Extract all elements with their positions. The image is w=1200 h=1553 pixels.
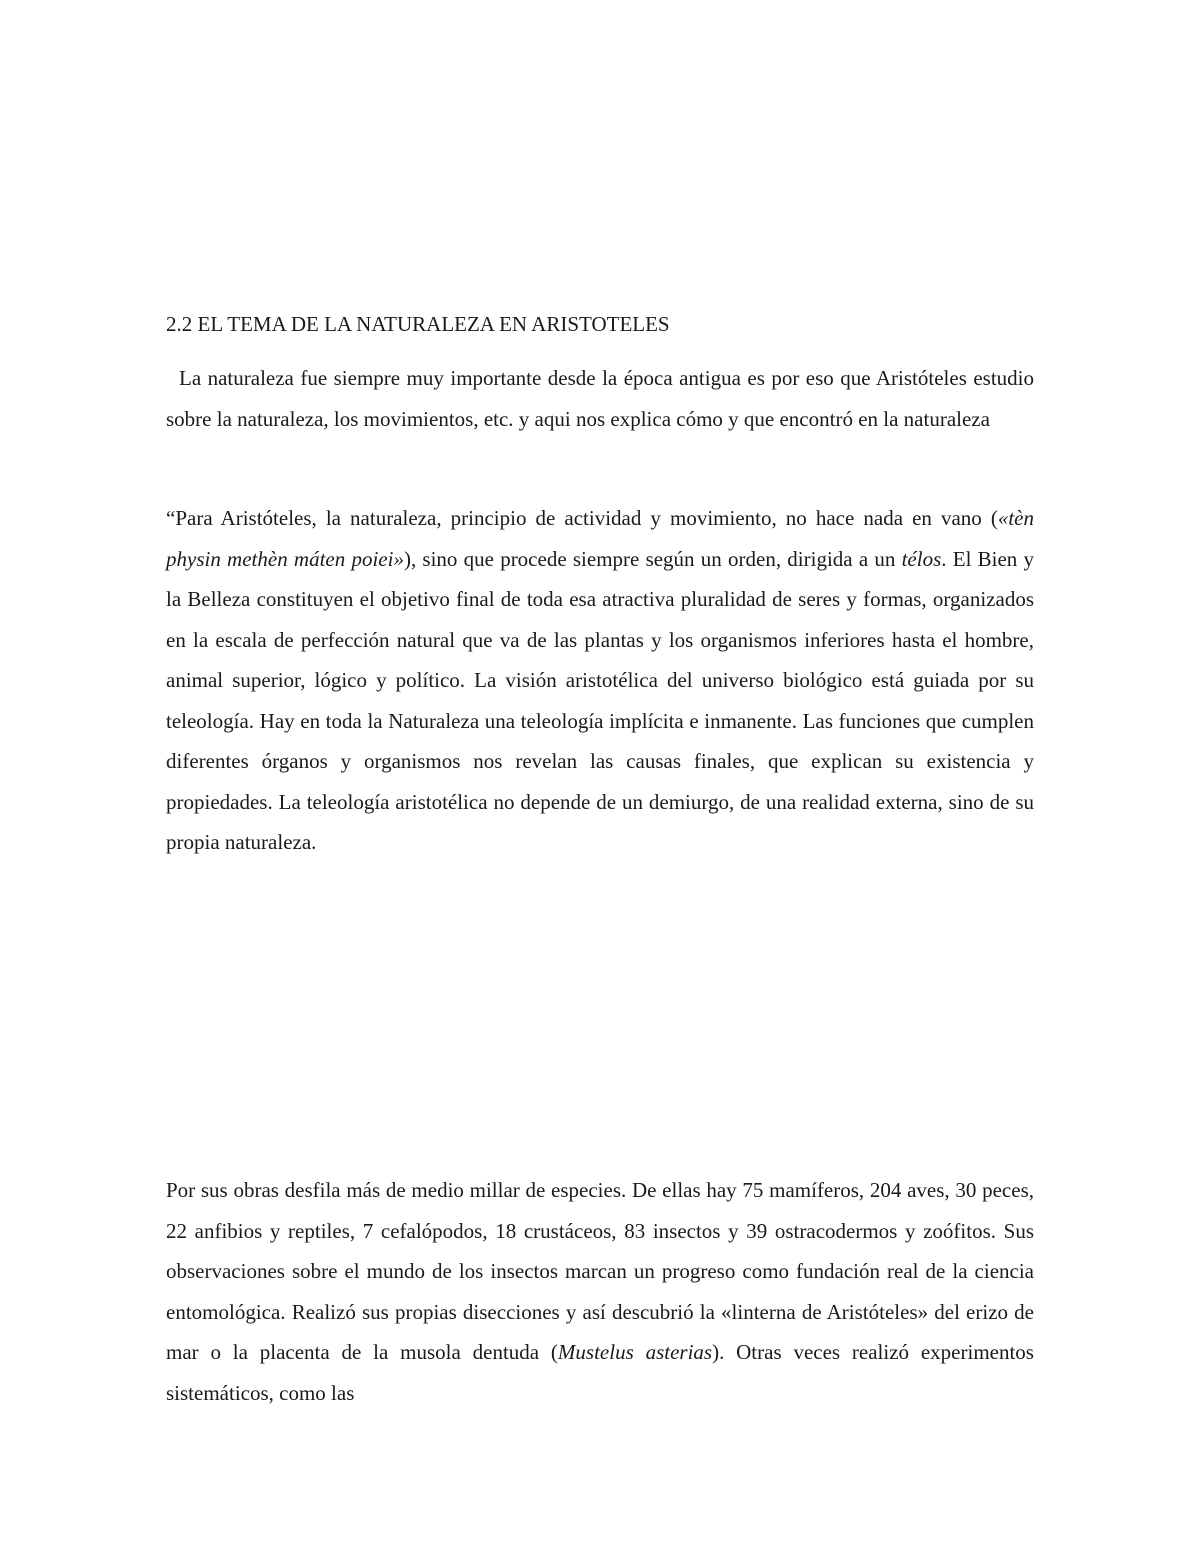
- quote-greek-phrase: «tèn physin methèn máten poiei»: [166, 506, 1034, 571]
- quote-text-part1: “Para Aristóteles, la naturaleza, principio de actividad y movimiento, no hace nada en vano (: [166, 506, 998, 530]
- quote-text-part3: . El Bien y la Belleza constituyen el objetivo final de toda esa atractiva pluralidad de seres y formas, organizados en la escala de perfección natural que va de las plantas y los organismos inferiores hasta el hombre, animal superior, lógico y político. La visión aristotélica del universo biológico está guiada por su teleología. Hay en toda la Naturaleza una teleología implícita e inmanente. Las funciones que cumplen diferentes órganos y organismos nos revelan las causas finales, que explican su existencia y propiedades. La teleología aristotélica no depende de un demiurgo, de una realidad externa, sino de su propia naturaleza.: [166, 546, 1035, 854]
- section-heading: 2.2 EL TEMA DE LA NATURALEZA EN ARISTOTELES: [166, 312, 670, 336]
- species-text-part2: ). Otras veces realizó experimentos sistemáticos, como las: [166, 1340, 1034, 1405]
- species-paragraph: [166, 1170, 1034, 1413]
- quote-text-part2: ), sino que procede siempre según un orden, dirigida a un: [403, 546, 902, 571]
- quote-telos-term: télos: [901, 546, 942, 571]
- species-text-part1: Por sus obras desfila más de medio millar de especies. De ellas hay 75 mamíferos, 204 aves, 30 peces, 22 anfibios y reptiles, 7 cefalópodos, 18 crustáceos, 83 insectos y 39 ostracodermos y zoófitos. Sus observaciones sobre el mundo de los insectos marcan un progreso como fundación real de la ciencia entomológica. Realizó sus propias disecciones y así descubrió la «linterna de Aristóteles» del erizo de mar o la placenta de la musola dentuda (: [166, 1178, 1034, 1364]
- intro-paragraph-text: La naturaleza fue siempre muy importante desde la época antigua es por eso que Aristóteles estudio sobre la naturaleza, los movimientos, etc. y aqui nos explica cómo y que encontró en la naturaleza: [166, 366, 1034, 431]
- quote-paragraph: [166, 498, 1034, 863]
- species-scientific-name: Mustelus asterias: [557, 1340, 713, 1364]
- intro-paragraph: [166, 358, 1034, 439]
